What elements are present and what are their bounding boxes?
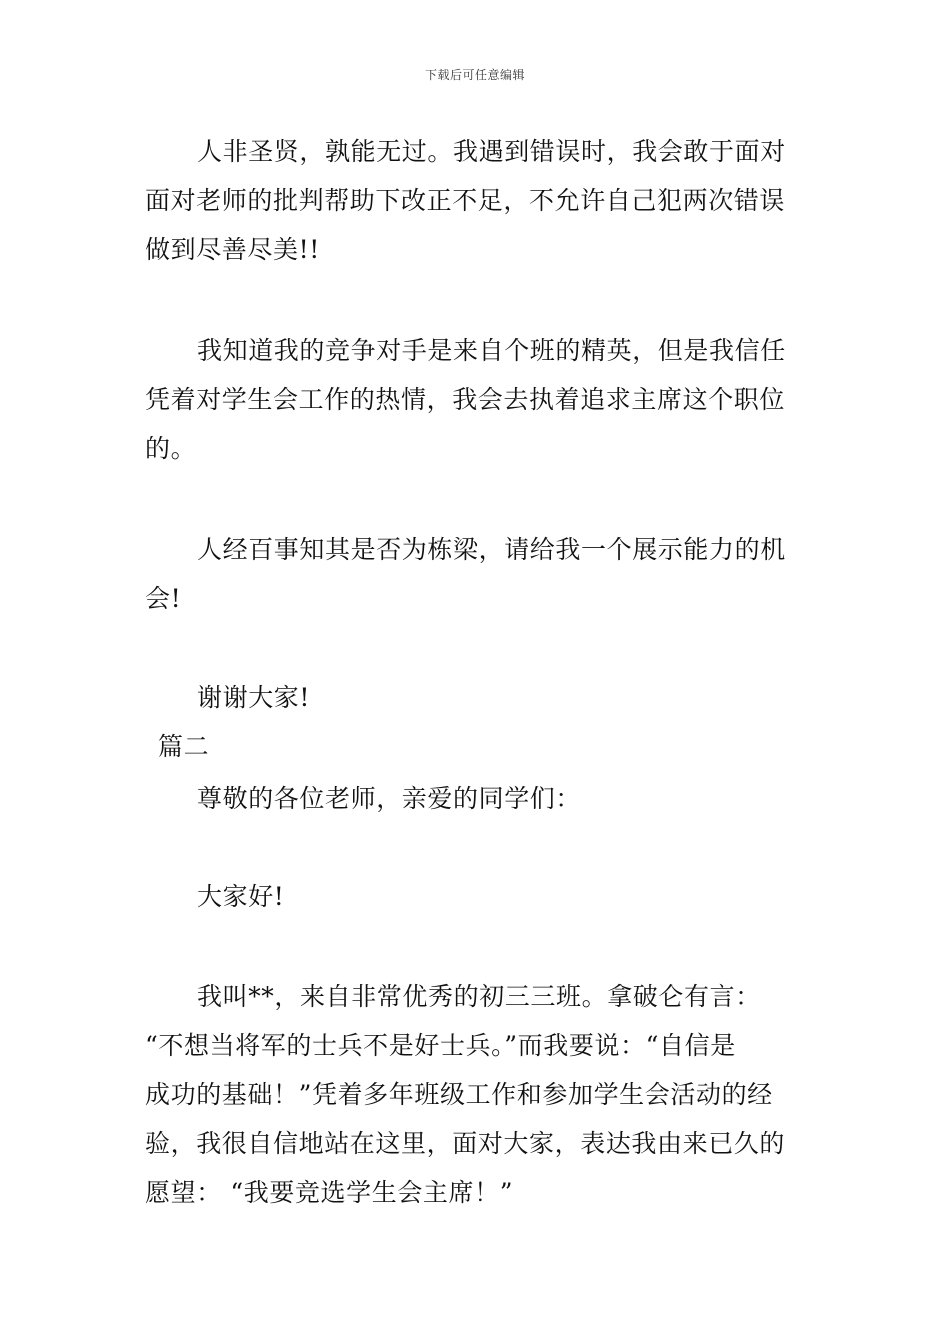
paragraph-line: 凭着对学生会工作的热情，我会去执着追求主席这个职位 (145, 385, 786, 414)
paragraph-line: 验，我很自信地站在这里，面对大家，表达我由来已久的 (145, 1129, 786, 1158)
paragraph-line: 大家好! (197, 882, 285, 911)
paragraph-line: 愿望： “我要竞选学生会主席！” (145, 1178, 514, 1207)
paragraph-line: 人非圣贤，孰能无过。我遇到错误时，我会敢于面对 (197, 137, 786, 166)
paragraph-line: 人经百事知其是否为栋梁，请给我一个展示能力的机 (197, 535, 786, 564)
header-note: 下载后可任意编辑 (424, 68, 525, 82)
paragraph-opportunity (145, 525, 807, 623)
paragraph-hello (145, 872, 807, 921)
paragraph-line: “不想当将军的士兵不是好士兵。”而我要说：“自信是 (145, 1031, 736, 1060)
paragraph-line: 尊敬的各位老师，亲爱的同学们： (197, 784, 582, 813)
paragraph-line: 做到尽善尽美!! (145, 235, 320, 264)
paragraph-line: 谢谢大家! (197, 683, 311, 712)
paragraph-line: 成功的基础！”凭着多年班级工作和参加学生会活动的经 (145, 1080, 773, 1109)
section-label: 篇二 (158, 732, 210, 761)
paragraph-line: 我叫**，来自非常优秀的初三三班。拿破仑有言： (197, 982, 761, 1011)
paragraph-competitors (145, 326, 807, 473)
paragraph-line: 会! (145, 584, 182, 613)
paragraph-salutation (145, 774, 807, 823)
paragraph-line: 面对老师的批判帮助下改正不足，不允许自己犯两次错误 (145, 186, 786, 215)
paragraph-mistakes (145, 127, 807, 274)
paragraph-line: 的。 (145, 434, 197, 463)
paragraph-introduction (145, 972, 807, 1217)
paragraph-line: 我知道我的竞争对手是来自个班的精英，但是我信任 (197, 336, 786, 365)
paragraph-thanks (145, 673, 807, 722)
